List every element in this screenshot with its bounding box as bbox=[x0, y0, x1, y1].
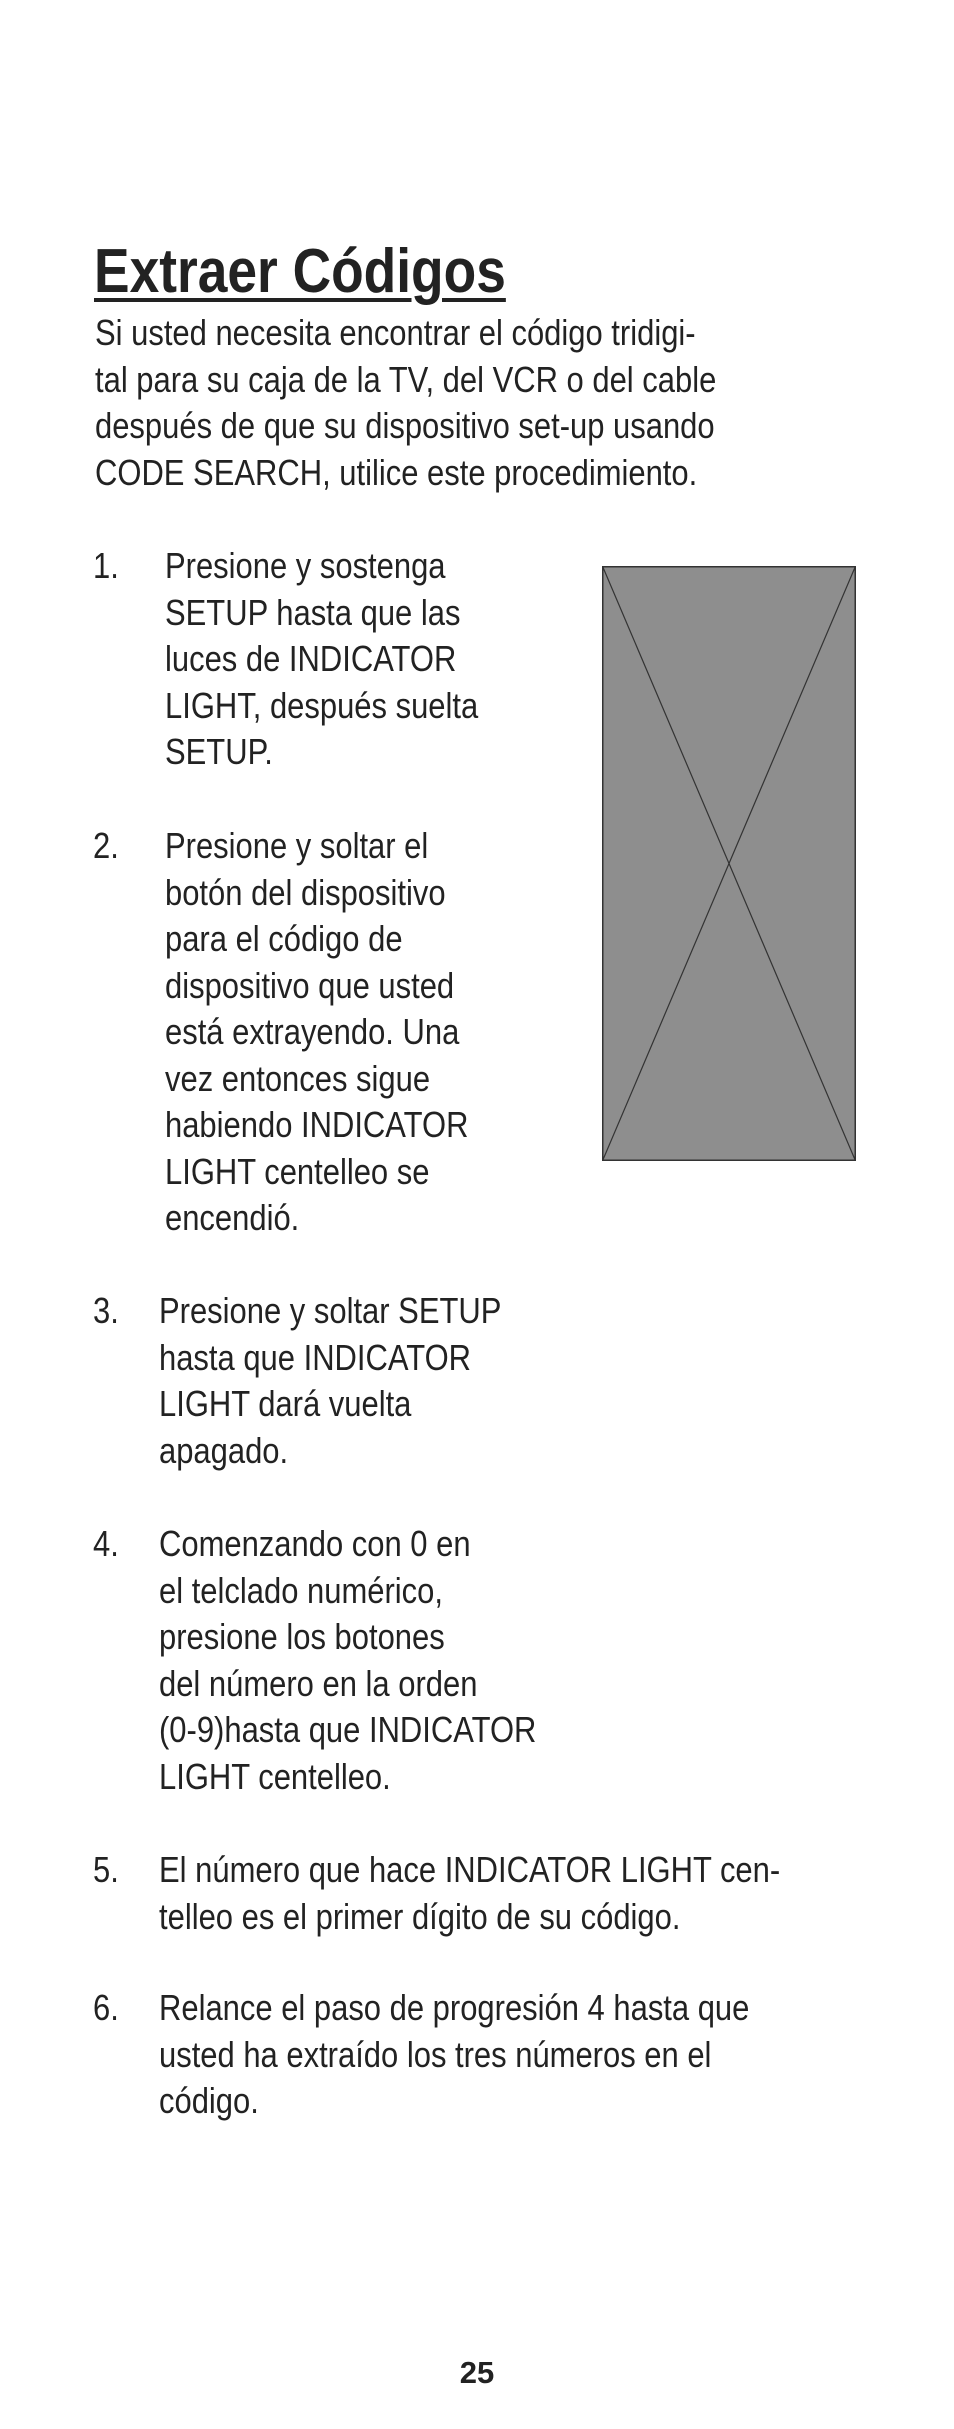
intro-line: después de que su dispositivo set-up usando bbox=[95, 405, 715, 446]
step-line: del número en la orden bbox=[159, 1662, 478, 1704]
step-number: 5. bbox=[93, 1849, 119, 1890]
step-line: Relance el paso de progresión 4 hasta que bbox=[159, 1987, 750, 2028]
step-line: LIGHT dará vuelta bbox=[159, 1383, 412, 1424]
step-line: presione los botones bbox=[159, 1616, 445, 1657]
intro-line: tal para su caja de la TV, del VCR o del cable bbox=[95, 358, 717, 400]
intro-line: CODE SEARCH, utilice este procedimiento. bbox=[95, 451, 698, 493]
step-number: 1. bbox=[93, 545, 119, 586]
step-line: El número que hace INDICATOR LIGHT cen- bbox=[159, 1849, 781, 1890]
step-line: el telclado numérico, bbox=[159, 1569, 443, 1611]
step-text bbox=[165, 823, 518, 1242]
intro-paragraph bbox=[95, 310, 815, 496]
step-text bbox=[165, 543, 529, 776]
step-line: Comenzando con 0 en bbox=[159, 1523, 471, 1564]
step-line: SETUP. bbox=[165, 731, 273, 772]
step-line: está extrayendo. Una bbox=[165, 1011, 460, 1052]
step-line: telleo es el primer dígito de su código. bbox=[159, 1895, 681, 1937]
step-line: vez entonces sigue bbox=[165, 1057, 431, 1099]
step-line: (0-9)hasta que INDICATOR bbox=[159, 1709, 537, 1750]
step-line: hasta que INDICATOR bbox=[159, 1336, 472, 1378]
step-line: SETUP hasta que las bbox=[165, 591, 461, 633]
step-line: Presione y sostenga bbox=[165, 545, 446, 586]
step-line: botón del dispositivo bbox=[165, 871, 446, 913]
step-number: 4. bbox=[93, 1523, 119, 1564]
step-line: LIGHT, después suelta bbox=[165, 684, 479, 726]
image-placeholder-icon bbox=[602, 566, 856, 1161]
step-line: apagado. bbox=[159, 1429, 289, 1471]
step-text bbox=[159, 1985, 845, 2125]
step-line: para el código de bbox=[165, 918, 403, 959]
step-line: LIGHT centelleo se bbox=[165, 1150, 430, 1192]
page-number: 25 bbox=[459, 2355, 495, 2390]
step-number: 6. bbox=[93, 1987, 119, 2028]
step-line: código. bbox=[159, 2080, 259, 2121]
step-line: luces de INDICATOR bbox=[165, 638, 457, 679]
step-number: 2. bbox=[93, 825, 119, 866]
page-title: Extraer Códigos bbox=[94, 237, 506, 306]
step-number: 3. bbox=[93, 1290, 119, 1331]
step-text bbox=[159, 1521, 598, 1800]
step-line: Presione y soltar el bbox=[165, 825, 429, 866]
step-line: Presione y soltar SETUP bbox=[159, 1290, 502, 1331]
step-line: encendió. bbox=[165, 1197, 300, 1238]
step-text bbox=[159, 1847, 881, 1940]
intro-line: Si usted necesita encontrar el código tridigi- bbox=[95, 312, 696, 353]
step-line: LIGHT centelleo. bbox=[159, 1755, 391, 1797]
step-line: dispositivo que usted bbox=[165, 964, 455, 1006]
step-text bbox=[159, 1288, 557, 1474]
step-line: usted ha extraído los tres números en el bbox=[159, 2033, 712, 2075]
step-line: habiendo INDICATOR bbox=[165, 1104, 469, 1145]
